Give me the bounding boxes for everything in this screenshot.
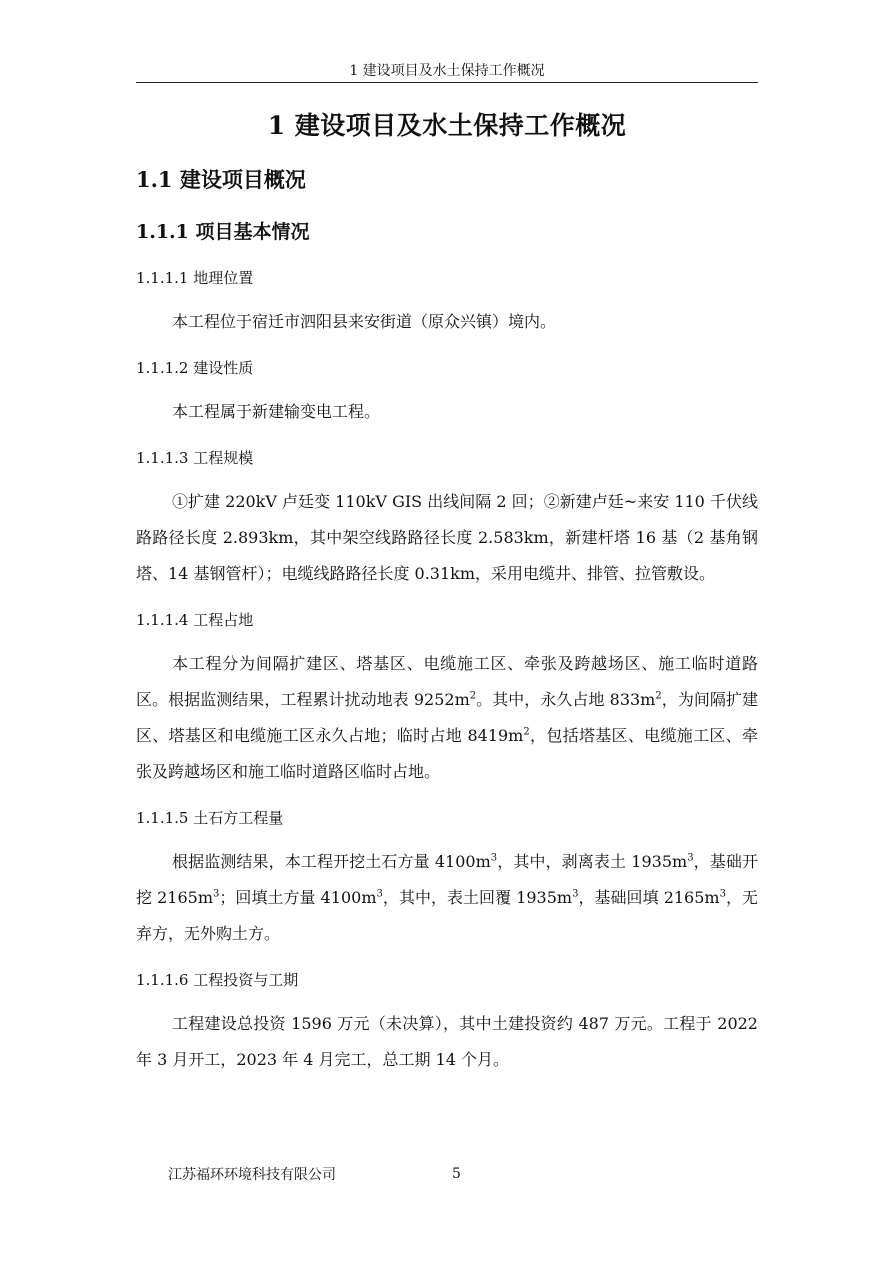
unit-superscript: 3: [490, 852, 498, 864]
item-paragraph: [136, 304, 758, 340]
text-run: 根据监测结果，本工程开挖土石方量 4100m: [172, 852, 491, 871]
text-run: 本工程分为间隔扩建区、塔基区、电缆施工区、牵张及跨越场区、施工临时道路区。根据监测结果，工程累计扰动地表 9252m: [136, 654, 758, 709]
text-run: ，基础开挖 2165m: [136, 852, 758, 907]
item-paragraph: [136, 844, 758, 952]
text-run: ，其中，表土回覆 1935m: [382, 888, 573, 907]
item-heading: 1.1.1.2 建设性质: [136, 359, 254, 377]
text-run: 本工程属于新建输变电工程。: [172, 402, 381, 421]
text-run: ，其中，剥离表土 1935m: [497, 852, 688, 871]
unit-superscript: 3: [572, 888, 579, 900]
section-title: 1.1 建设项目概况: [136, 167, 306, 192]
running-header: 1 建设项目及水土保持工作概况: [349, 63, 545, 79]
item-heading: 1.1.1.5 土石方工程量: [136, 809, 284, 827]
text-run: ，为间隔扩建区、塔基区和电缆施工区永久占地；临时占地 8419m: [136, 690, 758, 745]
text-run: ，无弃方，无外购土方。: [136, 888, 759, 943]
unit-superscript: 2: [523, 726, 530, 738]
text-run: 。其中，永久占地 833m: [476, 690, 656, 709]
text-run: ①扩建 220kV 卢廷变 110kV GIS 出线间隔 2 回；②新建卢廷~来安 110 千伏线路路径长度 2.893km，其中架空线路路径长度 2.583km，新建杆塔 16 基（2 基角钢塔、14 基钢管杆）；电缆线路路径长度 0.31km，采用电缆井、排管、拉管敷设。: [136, 492, 758, 583]
unit-superscript: 3: [213, 888, 220, 900]
subsection-title: 1.1.1 项目基本情况: [136, 221, 310, 243]
page-number: 5: [452, 1166, 461, 1182]
item-heading: 1.1.1.6 工程投资与工期: [136, 971, 299, 989]
text-run: 工程建设总投资 1596 万元（未决算），其中土建投资约 487 万元。工程于 2022 年 3 月开工，2023 年 4 月完工，总工期 14 个月。: [136, 1014, 758, 1069]
item-paragraph: [136, 1006, 758, 1078]
footer-company: 江苏福环环境科技有限公司: [168, 1167, 336, 1183]
item-paragraph: [136, 484, 758, 592]
text-run: ；回填土方量 4100m: [219, 888, 377, 907]
item-heading: 1.1.1.4 工程占地: [136, 611, 254, 629]
header-rule: [136, 82, 758, 83]
unit-superscript: 3: [687, 852, 694, 864]
text-run: ，基础回填 2165m: [578, 888, 720, 907]
unit-superscript: 3: [376, 888, 383, 900]
unit-superscript: 2: [469, 690, 477, 702]
chapter-title: 1 建设项目及水土保持工作概况: [267, 111, 627, 140]
text-run: ，包括塔基区、电缆施工区、牵张及跨越场区和施工临时道路区临时占地。: [136, 726, 758, 781]
page-content: [136, 104, 758, 1078]
item-list: [136, 262, 758, 1078]
item-paragraph: [136, 646, 758, 790]
item-heading: 1.1.1.3 工程规模: [136, 449, 254, 467]
unit-superscript: 2: [655, 690, 662, 702]
text-run: 本工程位于宿迁市泗阳县来安街道（原众兴镇）境内。: [172, 312, 557, 331]
item-heading: 1.1.1.1 地理位置: [136, 269, 254, 287]
item-paragraph: [136, 394, 758, 430]
unit-superscript: 3: [719, 888, 726, 900]
